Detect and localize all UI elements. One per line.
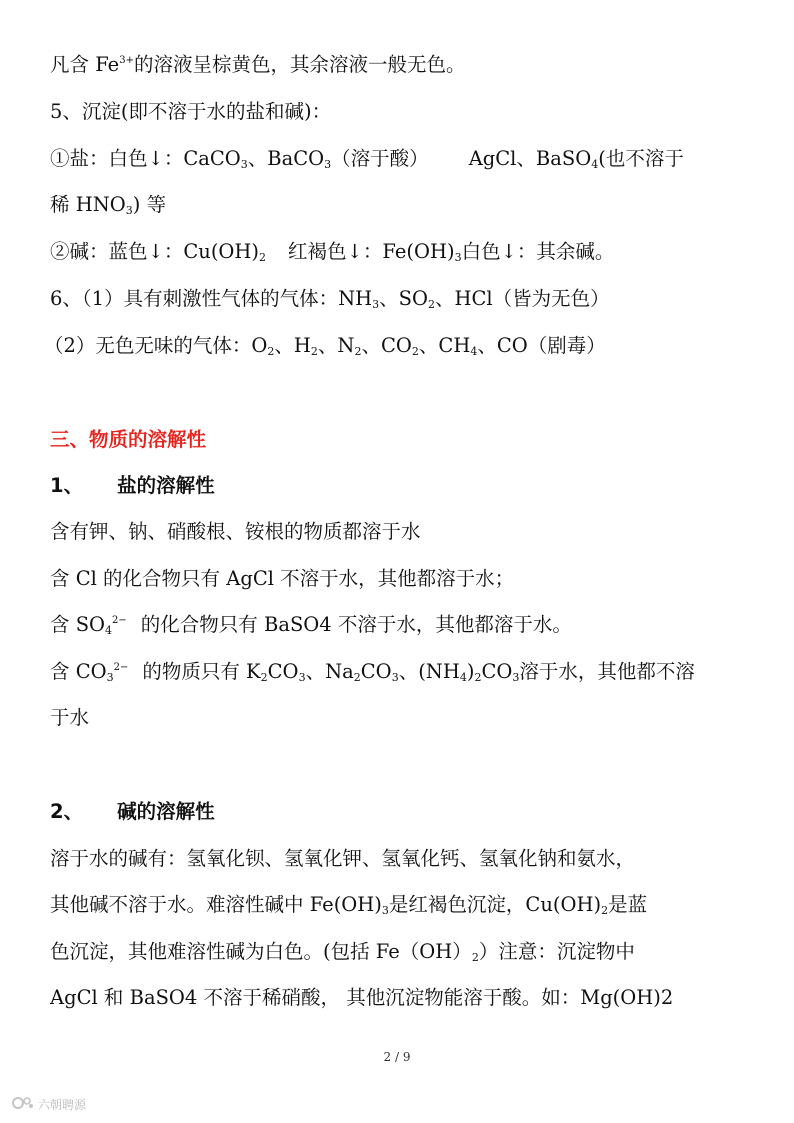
text-line: 6、（1）具有刺激性气体的气体：$NH_3$、$SO_2$、HCl（皆为无色） [50, 287, 610, 311]
text-line: 于水 [50, 706, 90, 729]
logo-icon [12, 1095, 34, 1114]
text-line: 含 $SO_4^{2-}$ 的化合物只有 BaSO4 不溶于水，其他都溶于水。 [50, 613, 572, 637]
text-line: 色沉淀，其他难溶性碱为白色。(包括 $Fe(OH)_2$）注意：沉淀物中 [50, 940, 635, 964]
text-line: 含 Cl 的化合物只有 AgCl 不溶于水，其他都溶于水； [50, 567, 515, 590]
subsection-heading: 1、 盐的溶解性 [50, 474, 215, 497]
text-line: 5、沉淀(即不溶于水的盐和碱)： [50, 100, 332, 123]
text-line: 凡含 $Fe^{3+}$的溶液呈棕黄色，其余溶液一般无色。 [50, 53, 466, 76]
text-line: 溶于水的碱有：氢氧化钡、氢氧化钾、氢氧化钙、氢氧化钠和氨水， [50, 847, 636, 870]
text-line: 其他碱不溶于水。难溶性碱中 $Fe(OH)_3$是红褐色沉淀，$Cu(OH)_2$是蓝 [50, 893, 648, 917]
watermark-text: 六朝聘源 [38, 1098, 87, 1112]
text-line: 含 $CO_3^{2-}$ 的物质只有 $K_2CO_3$、$Na_2CO_3$、$(NH_4)_2CO_3$溶于水，其他都不溶 [50, 660, 695, 684]
section-heading: 三、物质的溶解性 [50, 428, 207, 451]
text-line: 稀 $HNO_3$) 等 [50, 193, 167, 217]
text-line: 含有钾、钠、硝酸根、铵根的物质都溶于水 [50, 520, 421, 543]
text-line: ②碱：蓝色↓：$Cu(OH)_2$ 红褐色↓：$Fe(OH)_3$白色↓：其余碱。 [50, 240, 615, 264]
text-line: ①盐：白色↓：CaCO$_3$、BaCO$_3$（溶于酸） AgCl、BaSO$_4$(也不溶于 [50, 147, 684, 171]
watermark [12, 1095, 86, 1114]
text-line: （2）无色无味的气体：$O_2$、$H_2$、$N_2$、$CO_2$、$CH_4$、CO（剧毒） [44, 334, 606, 358]
subsection-heading: 2、 碱的溶解性 [50, 800, 215, 823]
page-number: 2 / 9 [383, 1050, 411, 1064]
text-line: AgCl 和 BaSO4 不溶于稀硝酸， 其他沉淀物能溶于酸。如：Mg(OH)2 [50, 986, 674, 1009]
